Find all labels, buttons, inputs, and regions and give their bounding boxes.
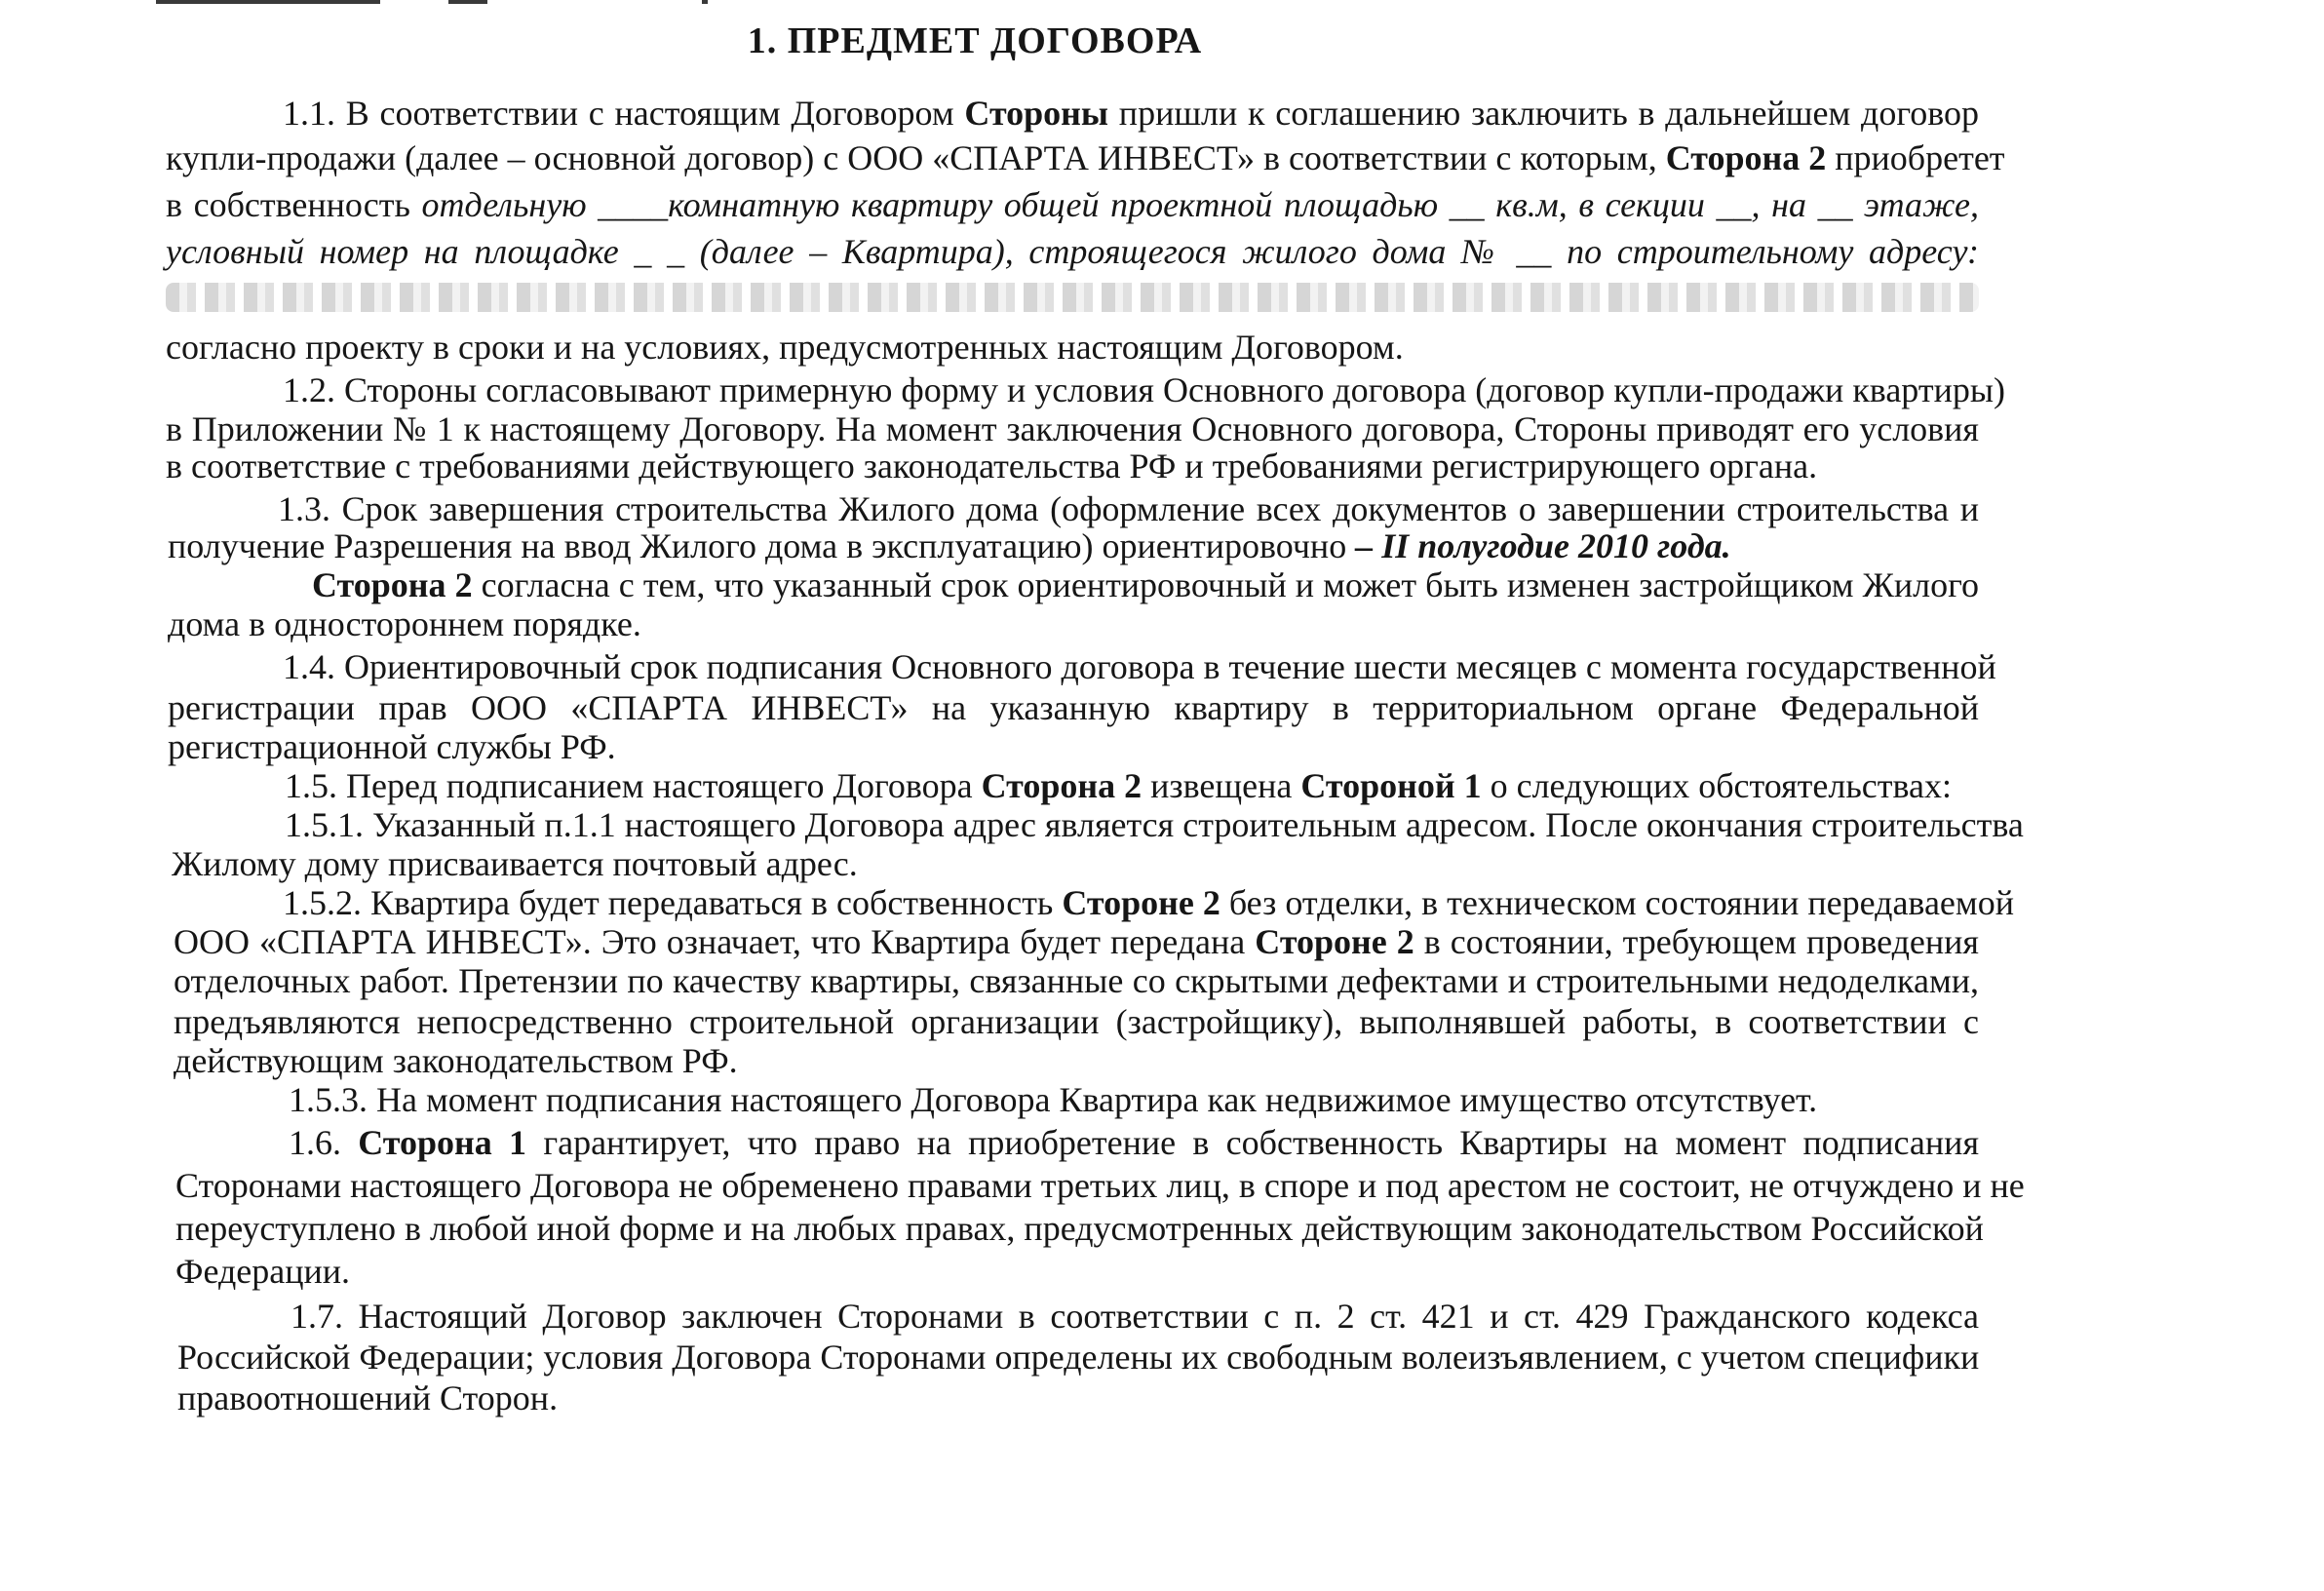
clause-1-6-line-1: 1.6. Сторона 1 гарантирует, что право на приобретение в собственность Квартиры на момент подписания xyxy=(289,1123,1980,1162)
clause-1-1-line-4: условный номер на площадке _ _ (далее – Квартира), строящегося жилого дома № __ по строительному адресу: xyxy=(166,232,1979,271)
clause-1-5: 1.5. Перед подписанием настоящего Договора Сторона 2 извещена Стороной 1 о следующих обстоятельствах: xyxy=(285,766,1952,805)
clause-1-1-line-1: 1.1. В соответствии с настоящим Договором Стороны пришли к соглашению заключить в дальнейшем договор xyxy=(283,94,1979,133)
clause-1-6-line-2: Сторонами настоящего Договора не обременено правами третьих лиц, в споре и под арестом не состоит, не отчуждено и не xyxy=(175,1166,2025,1205)
clause-1-3-line-4: дома в одностороннем порядке. xyxy=(168,604,641,643)
clause-1-5-1-line-2: Жилому дому присваивается почтовый адрес. xyxy=(172,844,858,883)
clause-1-7-line-3: правоотношений Сторон. xyxy=(177,1378,559,1417)
redacted-address xyxy=(166,283,1979,312)
clause-1-7-line-1: 1.7. Настоящий Договор заключен Сторонами в соответствии с п. 2 ст. 421 и ст. 429 Гражданского кодекса xyxy=(290,1297,1979,1336)
clause-1-5-2-line-1: 1.5.2. Квартира будет передаваться в собственность Стороне 2 без отделки, в техническом состоянии передаваемой xyxy=(283,883,2014,922)
clause-1-3-line-3: Сторона 2 согласна с тем, что указанный срок ориентировочный и может быть изменен застройщиком Жилого xyxy=(312,565,1979,604)
clause-1-7-line-2: Российской Федерации; условия Договора Сторонами определены их свободным волеизъявлением, с учетом специфики xyxy=(177,1338,1980,1377)
clause-1-6-line-3: переуступлено в любой иной форме и на любых правах, предусмотренных действующим законодательством Российской xyxy=(175,1209,1984,1248)
section-title: 1. ПРЕДМЕТ ДОГОВОРА xyxy=(747,20,1203,61)
clause-1-5-2-line-3: отделочных работ. Претензии по качеству квартиры, связанные со скрытыми дефектами и строительными недоделками, xyxy=(174,961,1979,1000)
cut-off-previous-line xyxy=(156,0,741,6)
clause-1-5-2-line-5: действующим законодательством РФ. xyxy=(174,1041,738,1080)
clause-1-6-line-4: Федерации. xyxy=(175,1252,351,1291)
clause-1-5-3: 1.5.3. На момент подписания настоящего Договора Квартира как недвижимое имущество отсутствует. xyxy=(289,1080,1818,1119)
clause-1-5-2-line-4: предъявляются непосредственно строительной организации (застройщику), выполнявшей работы, в соответствии с xyxy=(174,1002,1979,1041)
clause-1-5-2-line-2: ООО «СПАРТА ИНВЕСТ». Это означает, что Квартира будет передана Стороне 2 в состоянии, требующем проведения xyxy=(174,922,1979,961)
clause-1-4-line-2: регистрации прав ООО «СПАРТА ИНВЕСТ» на указанную квартиру в территориальном органе Федеральной xyxy=(168,688,1979,727)
clause-1-1-line-6: согласно проекту в сроки и на условиях, предусмотренных настоящим Договором. xyxy=(166,328,1404,367)
clause-1-2-line-2: в Приложении № 1 к настоящему Договору. На момент заключения Основного договора, Стороны приводят его условия xyxy=(166,409,1979,448)
clause-1-3-line-2: получение Разрешения на ввод Жилого дома в эксплуатацию) ориентировочно – II полугодие 2010 года. xyxy=(168,526,1731,565)
clause-1-4-line-3: регистрационной службы РФ. xyxy=(168,727,616,766)
clause-1-2-line-1: 1.2. Стороны согласовывают примерную форму и условия Основного договора (договор купли-продажи квартиры) xyxy=(283,370,2006,409)
clause-1-3-line-1: 1.3. Срок завершения строительства Жилого дома (оформление всех документов о завершении строительства и xyxy=(278,489,1979,528)
clause-1-2-line-3: в соответствие с требованиями действующего законодательства РФ и требованиями регистрирующего органа. xyxy=(166,446,1818,485)
clause-1-1-line-2: купли-продажи (далее – основной договор) с ООО «СПАРТА ИНВЕСТ» в соответствии с которым, Сторона 2 приобретет xyxy=(166,138,2005,177)
clause-1-4-line-1: 1.4. Ориентировочный срок подписания Основного договора в течение шести месяцев с момента государственной xyxy=(283,647,1996,686)
clause-1-5-1-line-1: 1.5.1. Указанный п.1.1 настоящего Договора адрес является строительным адресом. После окончания строительства xyxy=(285,805,2024,844)
clause-1-1-line-3: в собственность отдельную ____комнатную квартиру общей проектной площадью __ кв.м, в секции __, на __ этаже, xyxy=(166,185,1980,224)
